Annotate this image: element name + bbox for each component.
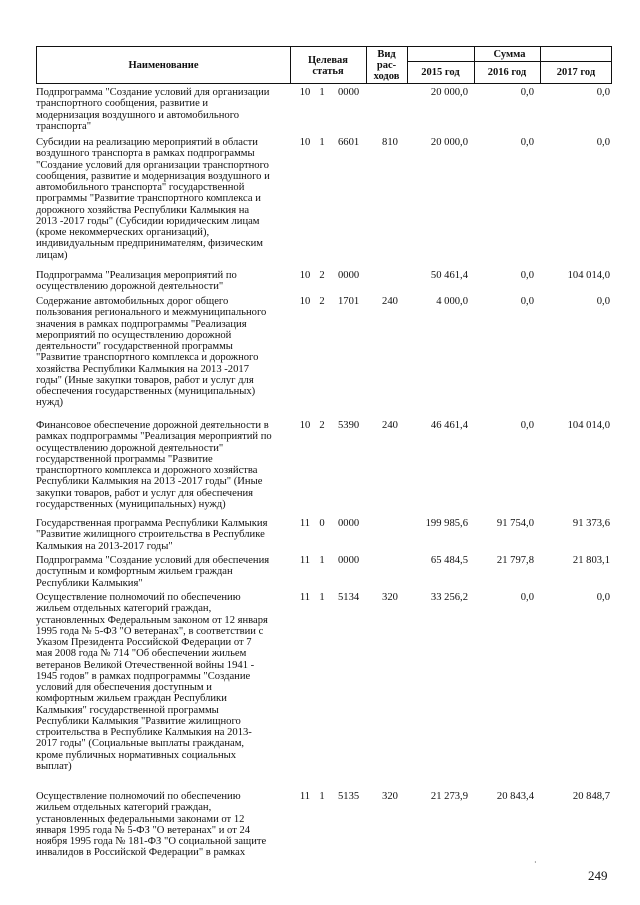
header-2016: 2016 год [487,67,527,78]
table-row [36,137,612,261]
row-sum-2015: 33 256,2 [430,592,468,603]
table-row [36,555,612,589]
header-vid-line1: Вид [377,49,396,60]
row-name-line: осуществлению дорожной деятельности" [36,281,224,293]
row-subsection: 2 [319,296,325,307]
row-name-line: Подпрограмма "Создание условий для организации [36,87,270,98]
row-sum-2017: 20 848,7 [572,791,610,802]
row-name-line: Финансовое обеспечение дорожной деятельности в [36,420,269,431]
row-section: 10 [299,420,311,431]
row-code: 0000 [338,87,360,98]
row-name-line: деятельности" государственной программы [36,341,233,352]
row-name-line: закупки товаров, работ и услуг для обеспечения [36,487,254,499]
row-code: 5135 [338,791,360,802]
row-name-line: государственных (муниципальных) нужд) [36,498,226,510]
row-subsection: 1 [319,555,325,566]
table-row [36,518,612,552]
row-subsection: 2 [319,420,325,431]
row-sum-2017: 0,0 [596,87,610,98]
row-sum-2016: 21 797,8 [496,555,534,566]
row-name-line: Осуществление полномочий по обеспечению [36,592,241,603]
header-name: Наименование [128,60,199,71]
row-sum-2017: 0,0 [596,137,610,148]
row-name [36,555,298,589]
row-name-line: 1945 годов" в рамках подпрограммы "Создание [36,670,251,682]
row-sum-2015: 50 461,4 [430,270,468,281]
row-name-line: января 1995 года № 5-ФЗ "О ветеранах" и от 24 [36,824,251,836]
row-code: 1701 [338,296,360,307]
header-2015: 2015 год [421,67,460,78]
row-sum-2017: 104 014,0 [567,420,610,431]
row-expense-type: 240 [382,420,398,431]
row-name-line: условий для обеспечения доступным и [36,682,212,693]
row-name-line: Государственная программа Республики Калмыкия [36,518,268,529]
row-section: 11 [299,791,311,802]
row-subsection: 1 [319,791,325,802]
row-subsection: 1 [319,87,325,98]
row-sum-2015: 20 000,0 [430,137,468,148]
row-sum-2015: 199 985,6 [425,518,468,529]
row-name-line: Республики Калмыкия" [36,577,143,589]
table-row [36,270,612,293]
table-row [36,87,612,132]
row-subsection: 0 [319,518,325,529]
row-name-line: обеспечения государственных (муниципальных) [36,386,256,397]
row-name [36,87,298,132]
row-name-line: 2013 -2017 годы" (Субсидии юридическим лицам [36,215,260,227]
header-vid-line2: рас- [376,60,397,71]
header-target-line1: Целевая [308,55,348,66]
row-code: 6601 [338,137,360,148]
header-2017: 2017 год [556,67,596,78]
row-sum-2015: 65 484,5 [430,555,468,566]
row-name-line: комфортным жильем граждан Республики [36,693,227,705]
header-vid-line3: ходов [373,71,400,82]
row-name-line: "Создание условий для организации транспортного [36,159,269,171]
row-name-line: Калмыкия на 2013-2017 годы" [36,540,173,552]
row-sum-2017: 91 373,6 [572,518,610,529]
row-name-line: воздушного транспорта в рамках подпрограммы [36,148,255,160]
row-name-line: Калмыкия" государственной программы [36,704,219,716]
row-name-line: хозяйства Республики Калмыкия на 2013 -2017 [36,363,249,375]
row-name-line: модернизация воздушного и автомобильного [36,109,240,121]
row-name-line: 2017 годы" (Социальные выплаты гражданам, [36,738,245,750]
row-name-line: ноября 1995 года № 181-ФЗ "О социальной защите [36,836,267,847]
row-sum-2015: 4 000,0 [436,296,468,307]
row-name-line: строительства в Республике Калмыкия на 2013- [36,727,252,738]
row-name-line: Указом Президента Российской Федерации от 7 [36,637,252,648]
row-name-line: рамках подпрограммы "Реализация мероприятий по [36,431,272,443]
row-name-line: значения в рамках подпрограммы "Реализация [36,318,247,330]
row-name [36,137,298,261]
row-section: 11 [299,555,311,566]
row-name-line: Осуществление полномочий по обеспечению [36,791,241,802]
row-sum-2015: 46 461,4 [430,420,468,431]
row-code: 0000 [338,270,360,281]
row-sum-2016: 0,0 [520,87,534,98]
row-section: 10 [299,87,311,98]
row-name-line: мая 2008 года № 714 "Об обеспечении жильем [36,648,247,660]
row-code: 5390 [338,420,360,431]
row-sum-2015: 21 273,9 [430,791,468,802]
row-sum-2016: 0,0 [520,137,534,148]
row-subsection: 1 [319,137,325,148]
table-row [36,592,612,772]
row-name-line: Подпрограмма "Создание условий для обеспечения [36,555,270,566]
row-name [36,791,298,859]
header-sum: Сумма [493,48,526,60]
row-name-line: Республики Калмыкия на 2013 -2017 годы" (Иные [36,476,263,488]
row-name-line: инвалидов в Российской Федерации" в рамках [36,847,246,859]
row-name-line: пользования регионального и межмуниципального [36,307,267,319]
row-name-line: (кроме некоммерческих организаций), [36,227,210,238]
row-section: 10 [299,270,311,281]
header-target-line2: статья [312,66,344,77]
table-row [36,420,612,510]
row-sum-2017: 0,0 [596,592,610,603]
row-name-line: сообщения, развитие и модернизация воздушного и [36,170,270,182]
row-name-line: Содержание автомобильных дорог общего [36,296,229,307]
row-section: 11 [299,592,311,603]
table-row [36,791,612,859]
row-name-line: дорожного хозяйства Республики Калмыкия на [36,204,250,216]
row-name-line: "Развитие транспортного комплекса и дорожного [36,352,259,364]
row-name-line: программы "Развитие транспортного комплекса и [36,193,261,205]
row-name-line: Республики Калмыкия "Развитие жилищного [36,715,241,727]
row-name-line: нужд) [36,397,64,409]
row-name [36,420,298,510]
row-name-line: индивидуальным предпринимателям, физическим [36,238,264,250]
table-row [36,296,612,409]
row-name-line: лицам) [36,249,68,261]
row-sum-2016: 0,0 [520,420,534,431]
row-name-line: осуществлению дорожной деятельности" [36,442,224,454]
row-name-line: ветеранов Великой Отечественной войны 1941 - [36,659,255,671]
row-sum-2017: 104 014,0 [567,270,610,281]
page-number: 249 [588,868,608,883]
row-name-line: Подпрограмма "Реализация мероприятий по [36,270,237,281]
row-section: 11 [299,518,311,529]
row-name-line: доступным и комфортным жильем граждан [36,566,233,578]
row-name-line: установленных Федеральным законом от 12 января [36,614,268,626]
row-name-line: транспорта" [36,120,92,132]
row-code: 0000 [338,555,360,566]
row-section: 10 [299,296,311,307]
row-name-line: "Развитие жилищного строительства в Республике [36,529,265,541]
row-sum-2017: 0,0 [596,296,610,307]
row-expense-type: 320 [382,791,398,802]
row-sum-2016: 0,0 [520,592,534,603]
row-sum-2016: 0,0 [520,270,534,281]
table-header [36,46,612,84]
scan-dot: · [534,858,537,867]
row-name-line: государственной программы "Развитие [36,453,213,465]
row-code: 5134 [338,592,360,603]
row-sum-2017: 21 803,1 [572,555,610,566]
row-name [36,518,298,552]
row-name-line: годы" (Иные закупки товаров, работ и услуг для [36,374,254,386]
row-name [36,296,298,409]
row-section: 10 [299,137,311,148]
row-name-line: транспортного комплекса и дорожного хозяйства [36,465,258,476]
row-name-line: жильем отдельных категорий граждан, [36,802,212,814]
row-expense-type: 240 [382,296,398,307]
row-name-line: установленных федеральными законами от 12 [36,813,245,825]
row-sum-2015: 20 000,0 [430,87,468,98]
row-sum-2016: 91 754,0 [496,518,534,529]
row-name-line: кроме публичных нормативных социальных [36,749,237,761]
row-name-line: мероприятий по осуществлению дорожной [36,329,232,341]
row-sum-2016: 0,0 [520,296,534,307]
row-name-line: выплат) [36,760,72,772]
row-name-line: 1995 года № 5-ФЗ "О ветеранах", в соответствии с [36,625,264,637]
row-name-line: автомобильного транспорта" государственной [36,182,245,193]
row-code: 0000 [338,518,360,529]
row-name-line: транспортного сообщения, развитие и [36,98,209,110]
row-name-line: Субсидии на реализацию мероприятий в области [36,137,258,148]
row-name-line: жильем отдельных категорий граждан, [36,603,212,615]
row-subsection: 2 [319,270,325,281]
row-expense-type: 320 [382,592,398,603]
row-expense-type: 810 [382,137,398,148]
row-name [36,270,298,293]
row-subsection: 1 [319,592,325,603]
row-sum-2016: 20 843,4 [496,791,534,802]
row-name [36,592,298,772]
